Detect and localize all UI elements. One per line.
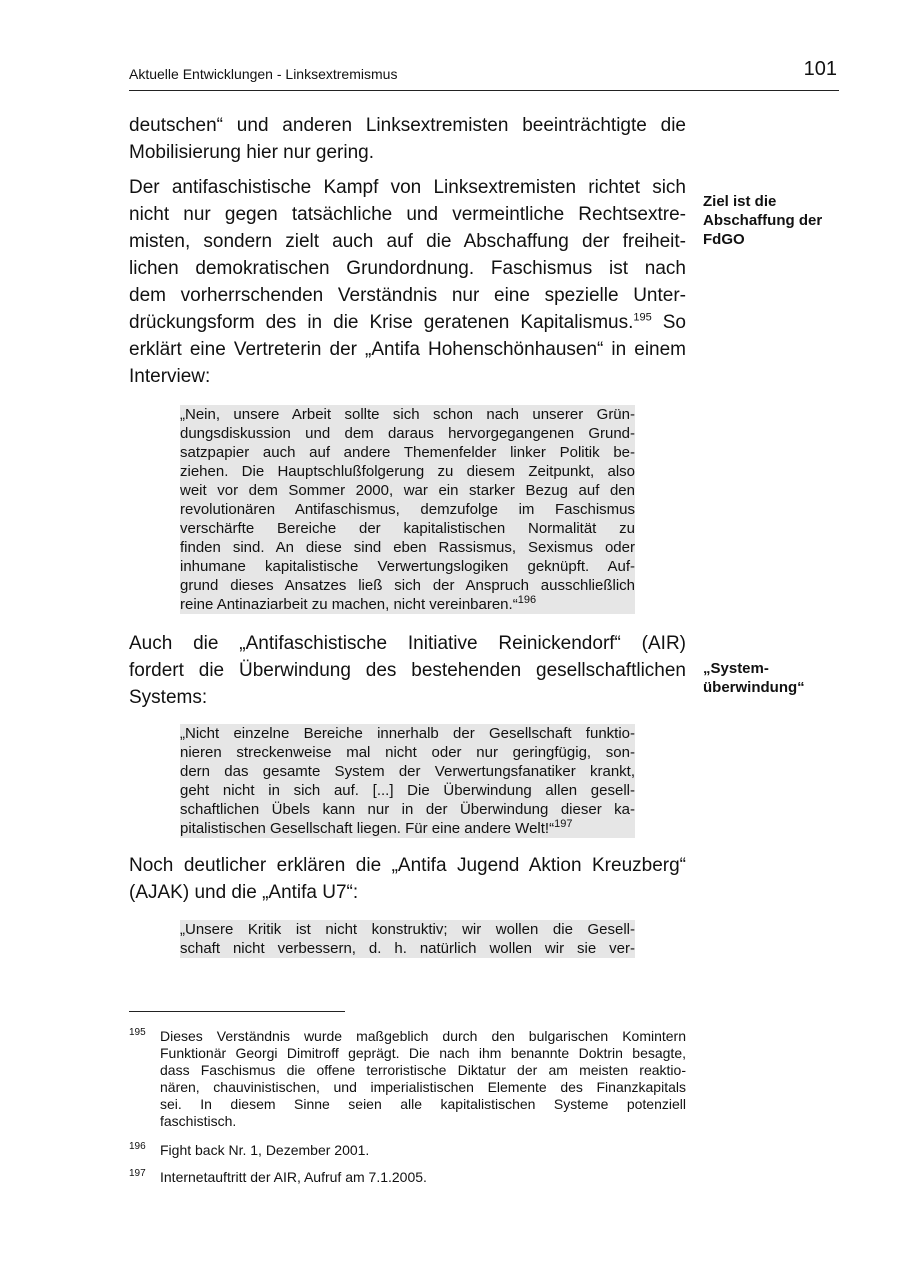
margin-note-systemueberwindung [703,659,843,697]
blockquote-ajak [180,920,635,958]
text-line: Interview: [129,366,211,387]
quote-line: geht nicht in sich auf. [...] Die Überwindung allen gesell- [180,782,635,799]
text-line: (AJAK) und die „Antifa U7“: [129,882,359,903]
footnote-number: 196 [129,1141,146,1152]
footnote-line: Funktionär Georgi Dimitroff geprägt. Die nach ihm benannte Doktrin besagte, [160,1045,686,1061]
text-line: Noch deutlicher erklären die „Antifa Jugend Aktion Kreuzberg“ [129,855,686,876]
blockquote-air [180,724,635,838]
footnote-text [160,1142,686,1159]
quote-line [180,595,635,614]
paragraph-air [129,630,686,711]
footnote-line: Dieses Verständnis wurde maßgeblich durch den bulgarischen Komintern [160,1028,686,1044]
paragraph-ajak [129,852,686,906]
margin-note-fdgo [703,192,843,249]
text-line: deutschen“ und anderen Linksextremisten beeinträchtigte die [129,115,686,136]
text-line: Auch die „Antifaschistische Initiative Reinickendorf“ (AIR) [129,633,686,654]
paragraph-continuation [129,112,686,166]
text-line: Mobilisierung hier nur gering. [129,142,375,163]
footnote-text [160,1028,686,1130]
text-line: Der antifaschistische Kampf von Linksextremisten richtet sich [129,177,686,198]
footnote-line: Internetauftritt der AIR, Aufruf am 7.1.2005. [160,1169,427,1185]
running-title: Aktuelle Entwicklungen - Linksextremismus [129,66,398,82]
text-segment: So [651,312,686,333]
quote-line: satzpapier auch auf andere Themenfelder linker Politik be- [180,444,635,461]
quote-line: dern das gesamte System der Verwertungsfanatiker krankt, [180,763,635,780]
footnote-number: 195 [129,1027,146,1038]
text-segment: pitalistischen Gesellschaft liegen. Für eine andere Welt!“ [180,820,555,837]
text-line: nicht nur gegen tatsächliche und vermeintliche Rechtsextre- [129,204,686,225]
margin-note-line: FdGO [703,231,745,248]
footnote-ref-197[interactable]: 197 [554,818,573,830]
quote-line: „Nicht einzelne Bereiche innerhalb der Gesellschaft funktio- [180,725,635,742]
text-line-with-footnote [129,309,686,336]
footnote-line: sei. In diesem Sinne seien alle kapitalistischen Systeme potenziell [160,1096,686,1112]
text-line: Systems: [129,687,208,708]
quote-line [180,819,635,838]
footnote-text [160,1169,686,1186]
quote-line: schaft nicht verbessern, d. h. natürlich wollen wir sie ver- [180,940,635,957]
footnote-ref-195[interactable]: 195 [633,311,652,324]
page-number: 101 [803,58,837,80]
quote-line: dungsdiskussion und dem daraus hervorgegangenen Grund- [180,425,635,442]
text-segment: reine Antinaziarbeit zu machen, nicht vereinbaren.“ [180,596,518,613]
quote-line: inhumane kapitalistische Verwertungslogiken geknüpft. Auf- [180,558,635,575]
text-line: misten, sondern zielt auch auf die Abschaffung der freiheit- [129,231,686,252]
quote-line: „Unsere Kritik ist nicht konstruktiv; wir wollen die Gesell- [180,921,635,938]
quote-line: schaftlichen Übels kann nur in der Überwindung dieser ka- [180,801,635,818]
quote-line: „Nein, unsere Arbeit sollte sich schon nach unserer Grün- [180,406,635,423]
paragraph-antifa-struggle [129,174,686,390]
margin-note-line: „System- [703,660,769,677]
footnote-number: 197 [129,1168,146,1179]
footnote-line: dass Faschismus die offene terroristische Diktatur der am meisten reaktio- [160,1062,686,1078]
quote-line: ziehen. Die Hauptschlußfolgerung zu diesem Zeitpunkt, also [180,463,635,480]
blockquote-hohenschoenhausen [180,405,635,614]
margin-note-line: Abschaffung der [703,212,823,229]
margin-note-line: Ziel ist die [703,193,777,210]
quote-line: verschärfte Bereiche der kapitalistischen Normalität zu [180,520,635,537]
text-line: fordert die Überwindung des bestehenden gesellschaftlichen [129,660,686,681]
footnote-line: nären, chauvinistischen, und imperialistischen Elemente des Finanzkapitals [160,1079,686,1095]
page-header [129,58,839,91]
quote-line: finden sind. An diese sind eben Rassismus, Sexismus oder [180,539,635,556]
quote-line: weit vor dem Sommer 2000, war ein starker Bezug auf den [180,482,635,499]
quote-line: nieren streckenweise mal nicht oder nur geringfügig, son- [180,744,635,761]
text-line: lichen demokratischen Grundordnung. Faschismus ist nach [129,258,686,279]
text-segment: drückungsform des in die Krise geratenen Kapitalismus. [129,312,634,333]
quote-line: revolutionären Antifaschismus, demzufolge im Faschismus [180,501,635,518]
text-line: erklärt eine Vertreterin der „Antifa Hohenschönhausen“ in einem [129,339,686,360]
footnote-separator [129,1011,345,1012]
footnote-ref-196[interactable]: 196 [517,594,537,606]
margin-note-line: überwindung“ [703,679,805,696]
footnote-line: Fight back Nr. 1, Dezember 2001. [160,1142,370,1158]
quote-line: grund dieses Ansatzes ließ sich der Anspruch ausschließlich [180,577,635,594]
footnote-line: faschistisch. [160,1113,237,1129]
text-line: dem vorherrschenden Verständnis nur eine spezielle Unter- [129,285,686,306]
